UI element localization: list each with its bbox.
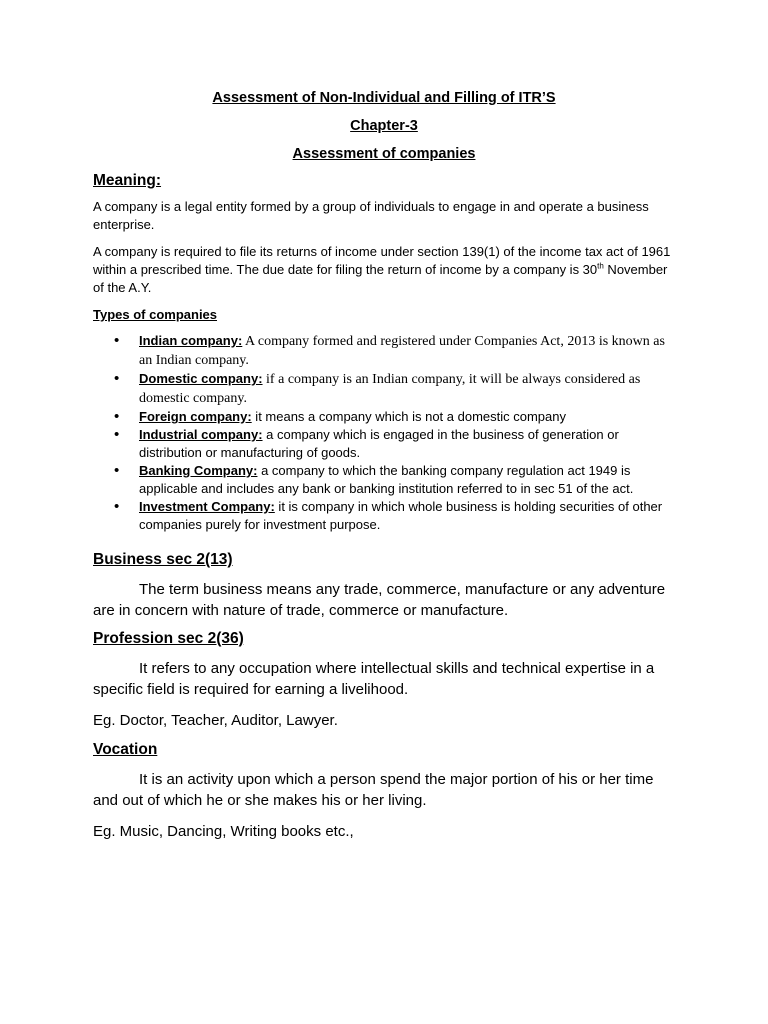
list-item bbox=[139, 370, 675, 408]
list-item bbox=[139, 408, 675, 426]
types-list bbox=[93, 332, 675, 534]
meaning-paragraph-2 bbox=[93, 243, 675, 297]
business-heading: Business sec 2(13) bbox=[93, 551, 233, 568]
term-label: Industrial company: bbox=[139, 427, 263, 442]
term-label: Indian company: bbox=[139, 333, 243, 348]
chapter-heading: Chapter-3 bbox=[350, 118, 418, 134]
vocation-example: Eg. Music, Dancing, Writing books etc., bbox=[93, 823, 354, 840]
profession-paragraph: It refers to any occupation where intellectual skills and technical expertise in a specific field is required for earning a livelihood. bbox=[93, 660, 655, 698]
section-subtitle: Assessment of companies bbox=[292, 146, 476, 162]
ordinal-suffix: th bbox=[597, 261, 604, 271]
meaning-paragraph-1: A company is a legal entity formed by a group of individuals to engage in and operate a business enterprise. bbox=[93, 199, 649, 232]
list-item bbox=[139, 498, 675, 534]
meaning-heading: Meaning: bbox=[93, 172, 162, 189]
vocation-paragraph: It is an activity upon which a person spend the major portion of his or her time and out of which he or she makes his or her living. bbox=[93, 771, 654, 809]
list-item bbox=[139, 426, 675, 462]
document-title: Assessment of Non-Individual and Filling of ITR’S bbox=[212, 90, 556, 106]
list-item bbox=[139, 462, 675, 498]
term-label: Investment Company: bbox=[139, 499, 275, 514]
term-description: a company which is engaged in the business of generation or distribution or manufacturing of goods. bbox=[139, 427, 619, 460]
vocation-heading: Vocation bbox=[93, 741, 158, 758]
term-description: if a company is an Indian company, it will be always considered as domestic company. bbox=[139, 372, 641, 406]
term-description: it means a company which is not a domestic company bbox=[251, 409, 566, 424]
profession-example: Eg. Doctor, Teacher, Auditor, Lawyer. bbox=[93, 712, 338, 729]
meaning-paragraph-2-end: November of the A.Y. bbox=[93, 262, 668, 295]
term-description: it is company in which whole business is holding securities of other companies purely for investment purpose. bbox=[139, 499, 663, 532]
term-label: Banking Company: bbox=[139, 463, 258, 478]
profession-heading: Profession sec 2(36) bbox=[93, 630, 244, 647]
term-label: Domestic company: bbox=[139, 371, 263, 386]
meaning-paragraph-2-text: A company is required to file its returns of income under section 139(1) of the income tax act of 1961 within a prescribed time. The due date for filing the return of income by a company is 30 bbox=[93, 244, 671, 277]
types-heading: Types of companies bbox=[93, 307, 218, 322]
list-item bbox=[139, 332, 675, 370]
business-paragraph: The term business means any trade, commerce, manufacture or any adventure are in concern with nature of trade, commerce or manufacture. bbox=[93, 581, 666, 619]
term-description: A company formed and registered under Companies Act, 2013 is known as an Indian company. bbox=[139, 334, 665, 368]
term-label: Foreign company: bbox=[139, 409, 252, 424]
term-description: a company to which the banking company regulation act 1949 is applicable and includes any bank or banking institution referred to in sec 51 of the act. bbox=[139, 463, 634, 496]
